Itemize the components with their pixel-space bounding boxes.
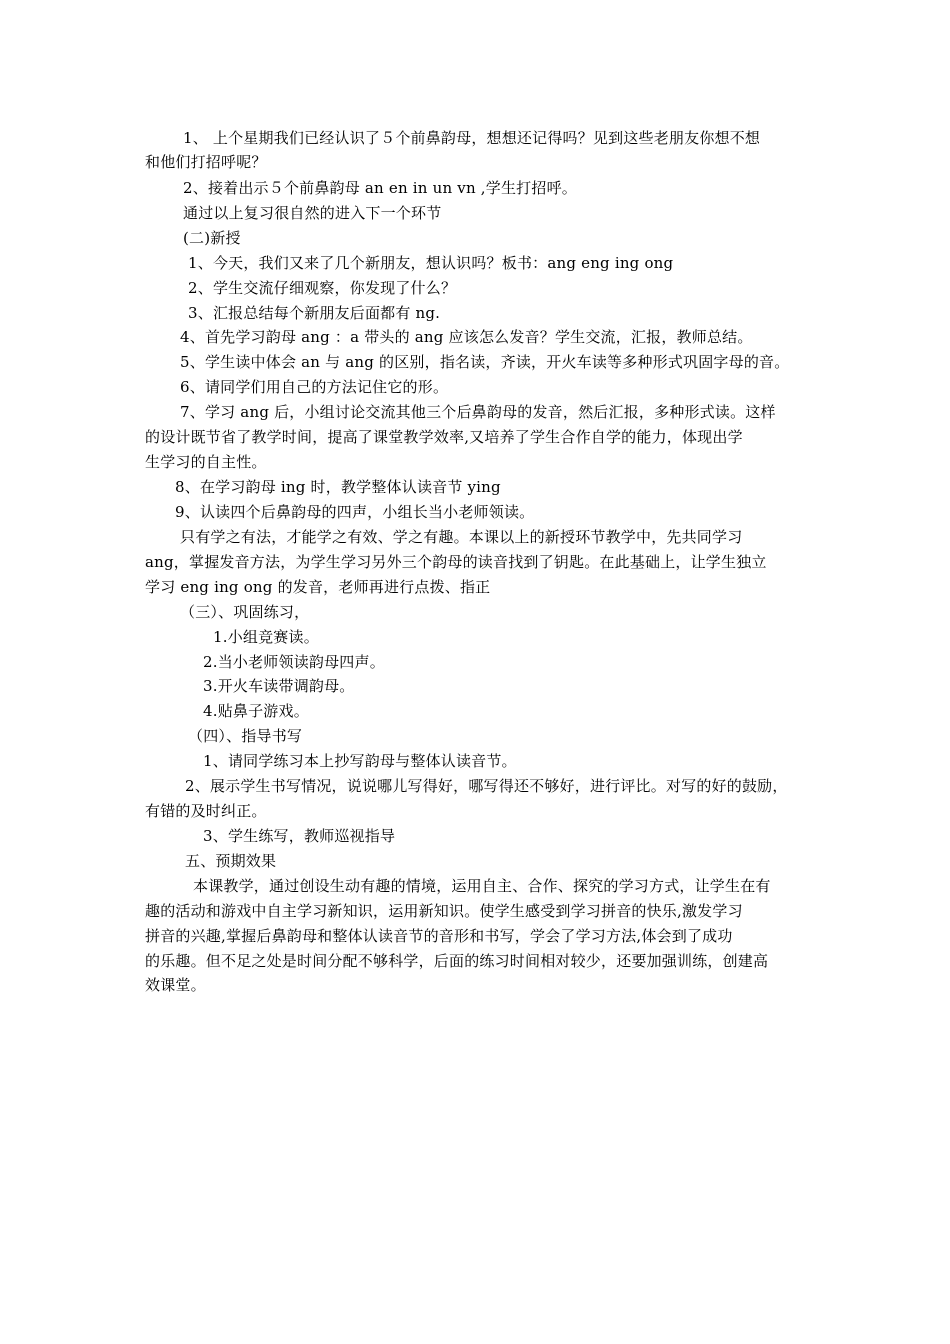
text-line: 本课教学，通过创设生动有趣的情境，运用自主、合作、探究的学习方式，让学生在有	[193, 877, 771, 895]
list-item: 1.小组竞赛读。	[213, 628, 319, 646]
text-line: ang，掌握发音方法，为学生学习另外三个韵母的读音找到了钥匙。在此基础上，让学生独立	[145, 553, 767, 571]
text-line: 7、学习 ang 后，小组讨论交流其他三个后鼻韵母的发音，然后汇报，多种形式读。这样	[180, 403, 776, 421]
text-line: 5、学生读中体会 an 与 ang 的区别，指名读，齐读，开火车读等多种形式巩固字母的音。	[180, 353, 790, 371]
text-line: 8、在学习韵母 ing 时，教学整体认读音节 ying	[175, 478, 501, 496]
text-line: 有错的及时纠正。	[145, 802, 267, 820]
text-line: 2、接着出示５个前鼻韵母 an en in un vn ,学生打招呼。	[183, 179, 577, 197]
text-line: 3、学生练写，教师巡视指导	[203, 827, 396, 845]
text-line: 和他们打招呼呢？	[145, 153, 267, 171]
list-item: 2.当小老师领读韵母四声。	[203, 653, 385, 671]
text-line: 通过以上复习很自然的进入下一个环节	[183, 204, 442, 222]
text-line: 4、首先学习韵母 ang ：a 带头的 ang 应该怎么发音？学生交流，汇报，教师总结。	[180, 328, 753, 346]
section-heading: 五、预期效果	[185, 852, 277, 870]
text-line: 3、汇报总结每个新朋友后面都有 ng.	[188, 304, 441, 322]
text-line: 效课堂。	[145, 976, 206, 994]
section-heading: （四）、指导书写	[188, 727, 303, 745]
text-line: 的乐趣。但不足之处是时间分配不够科学，后面的练习时间相对较少，还要加强训练，创建高	[145, 952, 769, 970]
text-line: 1、今天，我们又来了几个新朋友，想认识吗？板书：ang eng ing ong	[188, 254, 674, 272]
text-line: 9、认读四个后鼻韵母的四声，小组长当小老师领读。	[175, 503, 535, 521]
text-line: 6、请同学们用自己的方法记住它的形。	[180, 378, 449, 396]
text-line: 只有学之有法，才能学之有效、学之有趣。本课以上的新授环节教学中，先共同学习	[180, 528, 743, 546]
text-line: 2、学生交流仔细观察，你发现了什么？	[188, 279, 457, 297]
text-line: 生学习的自主性。	[145, 453, 267, 471]
text-line: 趣的活动和游戏中自主学习新知识，运用新知识。使学生感受到学习拼音的快乐,激发学习	[145, 902, 743, 920]
text-line: 2、展示学生书写情况，说说哪儿写得好，哪写得还不够好，进行评比。对写的好的鼓励，	[185, 777, 788, 795]
text-line: 拼音的兴趣,掌握后鼻韵母和整体认读音节的音形和书写，学会了学习方法,体会到了成功	[145, 927, 733, 945]
text-line: 的设计既节省了教学时间，提高了课堂教学效率,又培养了学生合作自学的能力，体现出学	[145, 428, 743, 446]
list-item: 3.开火车读带调韵母。	[203, 677, 355, 695]
text-line: 学习 eng ing ong 的发音，老师再进行点拨、指正	[145, 578, 491, 596]
list-item: 4.贴鼻子游戏。	[203, 702, 309, 720]
section-heading: (二)新授	[183, 229, 241, 247]
text-line: 1、请同学练习本上抄写韵母与整体认读音节。	[203, 752, 517, 770]
text-line: 1、 上个星期我们已经认识了５个前鼻韵母，想想还记得吗？见到这些老朋友你想不想	[183, 129, 761, 147]
section-heading: （三）、巩固练习，	[180, 603, 310, 621]
